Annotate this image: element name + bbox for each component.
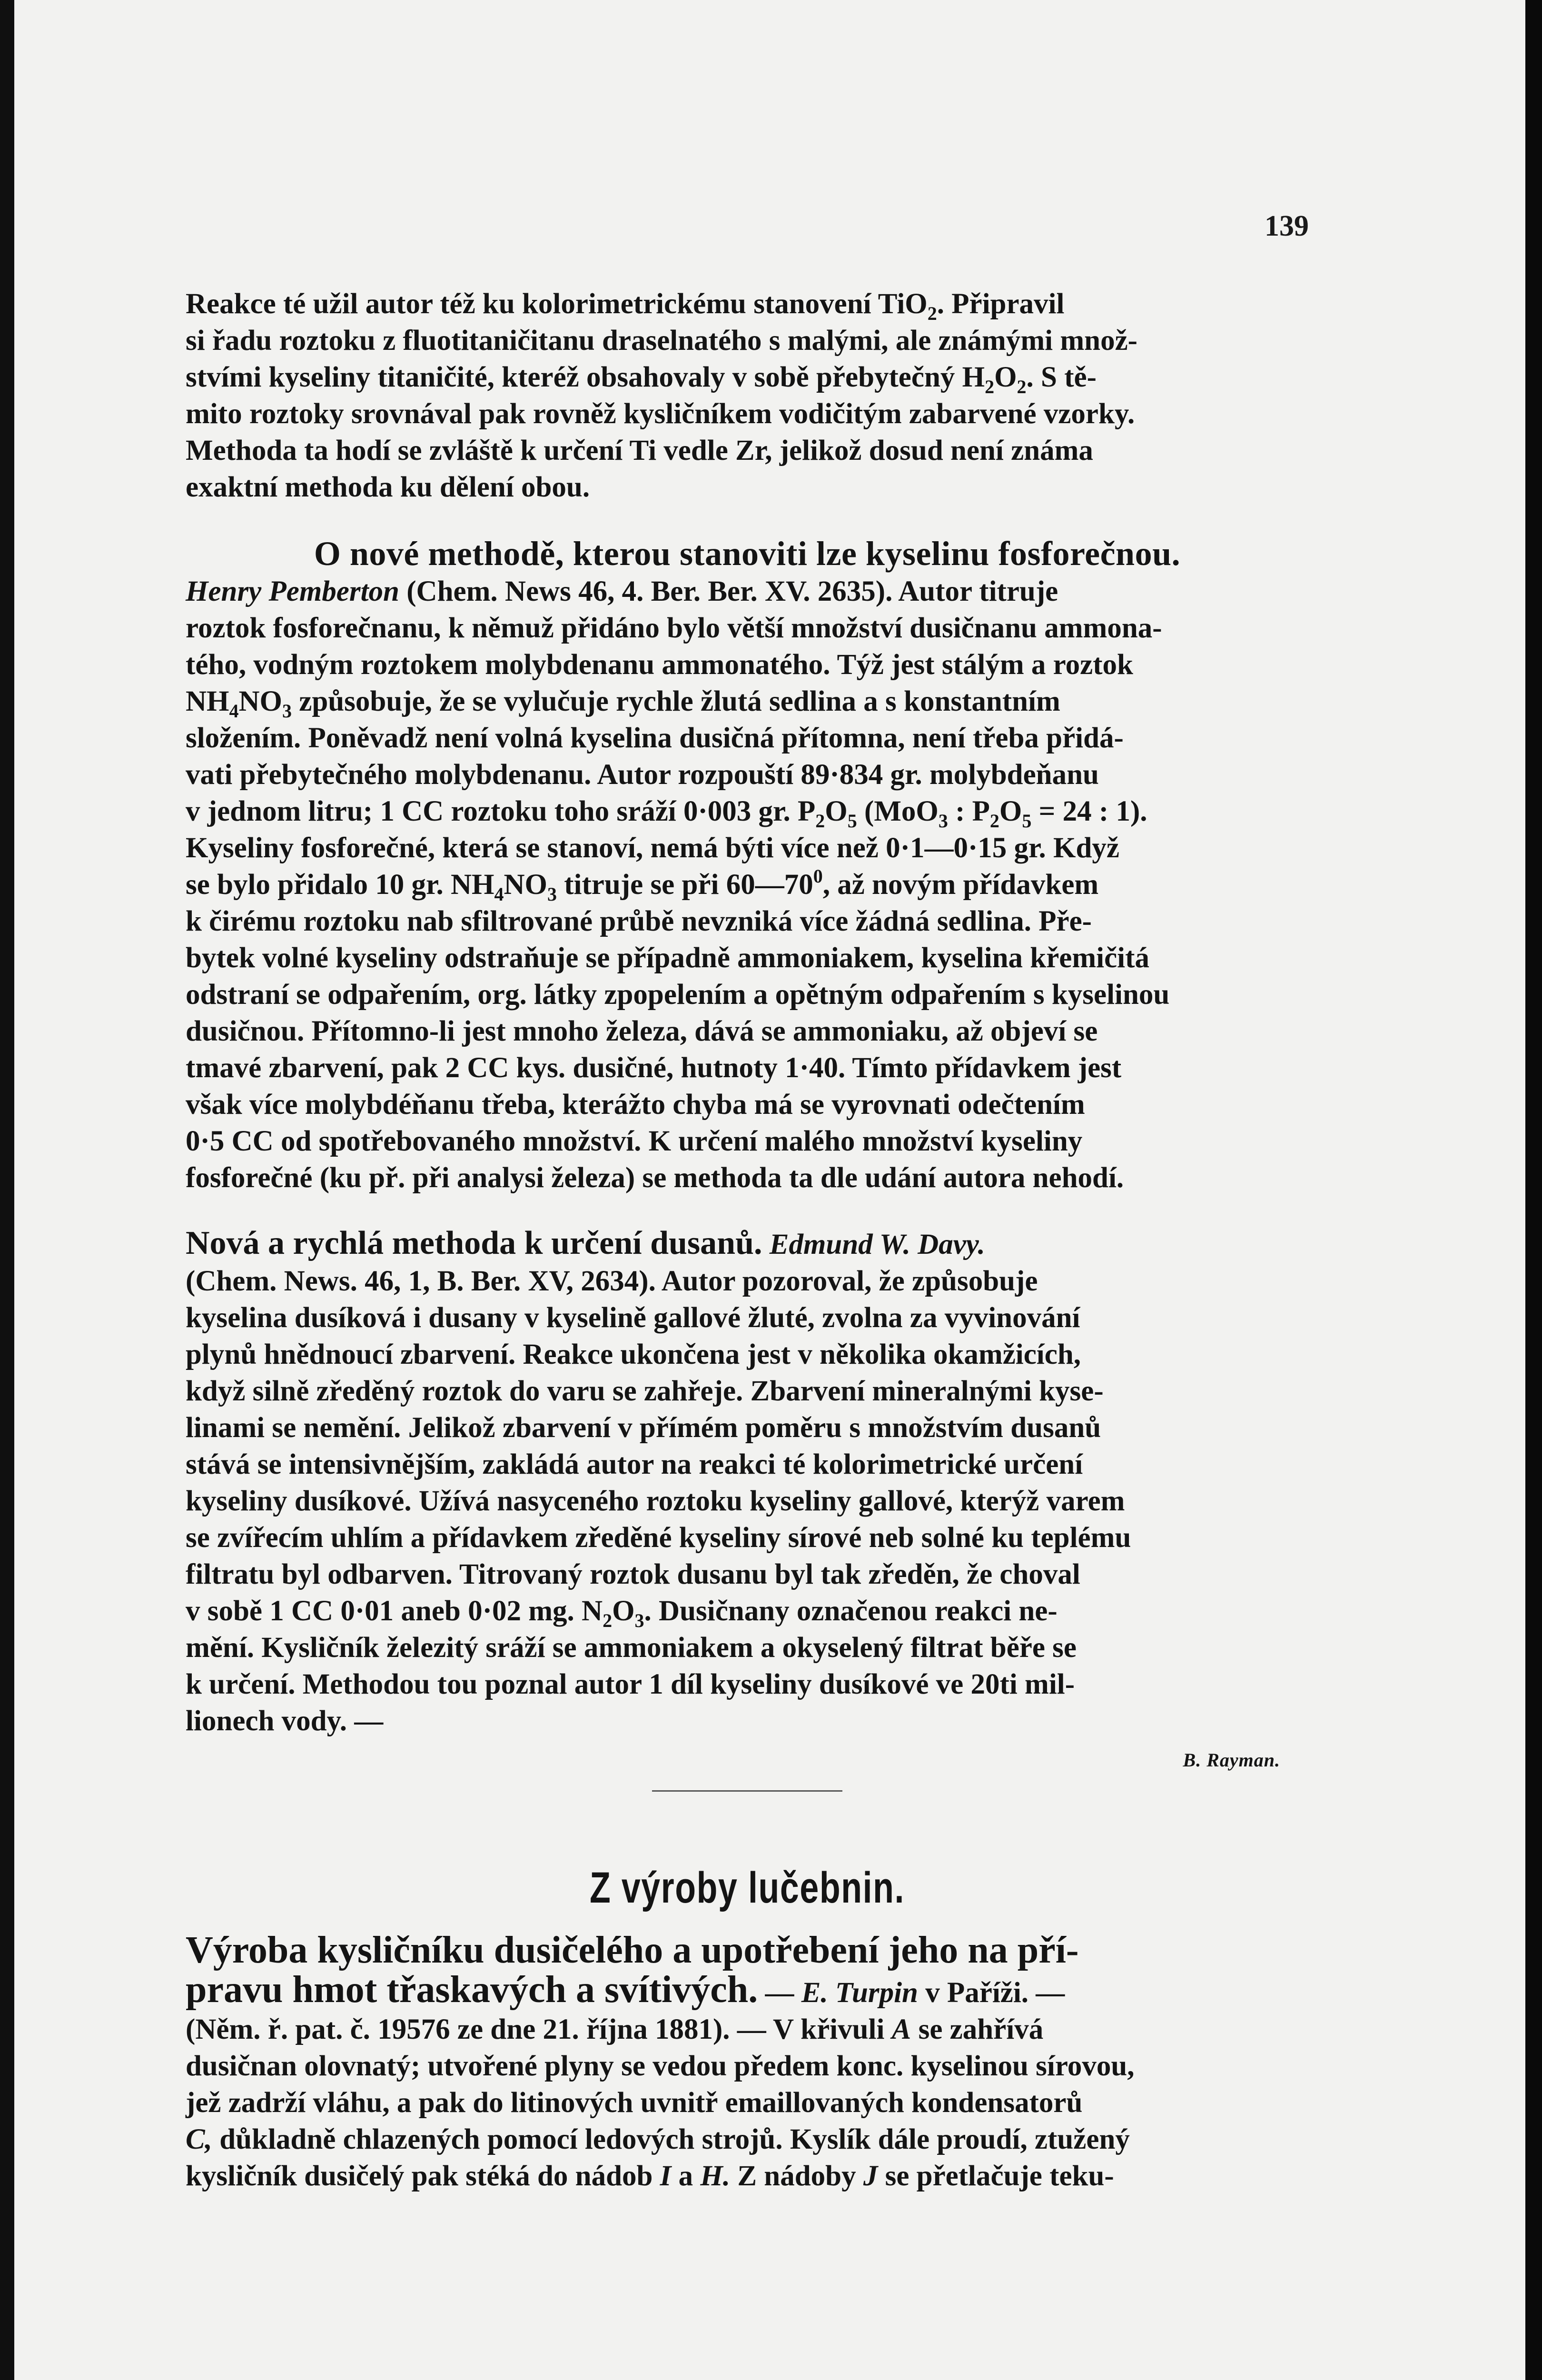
document-page (14, 0, 1525, 2380)
author-name: E. Turpin (801, 1977, 918, 2009)
line: exaktní methoda ku dělení obou. (186, 471, 590, 503)
heading-phosphoric-acid: O nové methodě, kterou stanoviti lze kyselinu fosforečnou. (314, 535, 1181, 573)
signature: B. Rayman. (1183, 1749, 1280, 1771)
section-title: Z výroby lučebnin. (589, 1864, 905, 1912)
divider-rule (652, 1790, 842, 1792)
line: si řadu roztoku z fluotitaničitanu draselnatého s malými, ale známými množ- (186, 325, 1137, 357)
line: mito roztoky srovnával pak rovněž kysličníkem vodičitým zabarvené vzorky. (186, 398, 1135, 430)
line: stvími kyseliny titaničité, kteréž obsahovaly v sobě přebytečný $H_2O_2$. S tě- (186, 361, 1097, 397)
page-content (186, 286, 1309, 2194)
author-name: Edmund W. Davy. (769, 1229, 985, 1260)
paragraph-phosphoric-acid: Henry Pemberton (Chem. News 46, 4. Ber. Ber. XV. 2635). Autor titruje roztok fosforečnanu, k němuž přidáno bylo větší množství dusičnanu ammona- tého, vodným roztokem molybdenanu ammonatého. Týž jest stálým a roztok $NH_4NO_3$ způsobuje, že se vylučuje rychle žlutá sedlina a s konstantním složením. Poněvadž není volná kyselina dusičná přítomna, není třeba přidá- vati přebytečného molybdenanu. Autor rozpouští 89·834 gr. molybdeňanu v jednom litru; 1 CC roztoku toho sráží 0·003 gr. $P_2O_5$ (MoO$_3$ : $P_2O_5 = 24$ : 1). Kyseliny fosforečné, která se stanoví, nemá býti více než 0·1—0·15 gr. Když se bylo přidalo 10 gr. $NH_4NO_3$ titruje se při $60—70^0$, až novým přídavkem k čirému roztoku nab sfiltrované průbě nevzniká více žádná sedlina. Pře- bytek volné kyseliny odstraňuje se případně ammoniakem, kyselina křemičitá odstraní se odpařením, org. látky zpopelením a opětným odpařením s kyselinou dusičnou. Přítomno-li jest mnoho železa, dává se ammoniaku, až objeví se tmavé zbarvení, pak 2 CC kys. dusičné, hutnoty 1·40. Tímto přídavkem jest však více molybdéňanu třeba, kterážto chyba má se vyrovnati odečtením 0·5 CC od spotřebovaného množství. K určení malého množství kyseliny fosforečné (ku př. při analysi železa) se methoda ta dle udání autora nehodí. (186, 575, 1170, 1194)
heading-nitrates: Nová a rychlá methoda k určení dusanů. (186, 1225, 762, 1261)
scan-right-edge (1525, 0, 1542, 2380)
heading-nitrogen-oxide: Výroba kysličníku dusičelého a upotřebení jeho na pří- (186, 1929, 1079, 1971)
author-name: Henry Pemberton (186, 575, 399, 607)
scan-left-edge (0, 0, 14, 2380)
paragraph-titanium (186, 286, 1309, 506)
line: Reakce té užil autor též ku kolorimetrickému stanovení TiO$_2$. Připravil (186, 288, 1065, 324)
line: Methoda ta hodí se zvláště k určení Ti vedle Zr, jelikož dosud není známa (186, 435, 1093, 466)
paragraph-nitrogen-oxide: Výroba kysličníku dusičelého a upotřebení jeho na pří- pravu hmot třaskavých a svítivých. — E. Turpin v Paříži. — (Něm. ř. pat. č. 19576 ze dne 21. října 1881). — V křivuli A se zahřívá dusičnan olovnatý; utvořené plyny se vedou předem konc. kyselinou sírovou, jež zadrží vláhu, a pak do litinových uvnitř emaillovaných kondensatorů C, důkladně chlazených pomocí ledových strojů. Kyslík dále proudí, ztužený kysličník dusičelý pak stéká do nádob I a H. Z nádoby J se přetlačuje teku- (186, 1929, 1135, 2192)
paragraph-nitrates: Nová a rychlá methoda k určení dusanů. Edmund W. Davy. (Chem. News. 46, 1, B. Ber. XV, 2634). Autor pozoroval, že způsobuje kyselina dusíková i dusany v kyselině gallové žluté, zvolna za vyvinování plynů hnědnoucí zbarvení. Reakce ukončena jest v několika okamžicích, když silně zředěný roztok do varu se zahřeje. Zbarvení mineralnými kyse- linami se nemění. Jelikož zbarvení v přímém poměru s množstvím dusanů stává se intensivnějším, zakládá autor na reakci té kolorimetrické určení kyseliny dusíkové. Užívá nasyceného roztoku kyseliny gallové, kterýž varem se zvířecím uhlím a přídavkem zředěné kyseliny sírové neb solné ku teplému filtratu byl odbarven. Titrovaný roztok dusanu byl tak zředěn, že choval v sobě 1 CC 0·01 aneb 0·02 mg. $N_2O_3$. Dusičnany označenou reakci ne- mění. Kysličník železitý sráží se ammoniakem a okyselený filtrat běře se k určení. Methodou tou poznal autor 1 díl kyseliny dusíkové ve 20ti mil- lionech vody. — (186, 1225, 1131, 1737)
page-number: 139 (1265, 210, 1309, 242)
